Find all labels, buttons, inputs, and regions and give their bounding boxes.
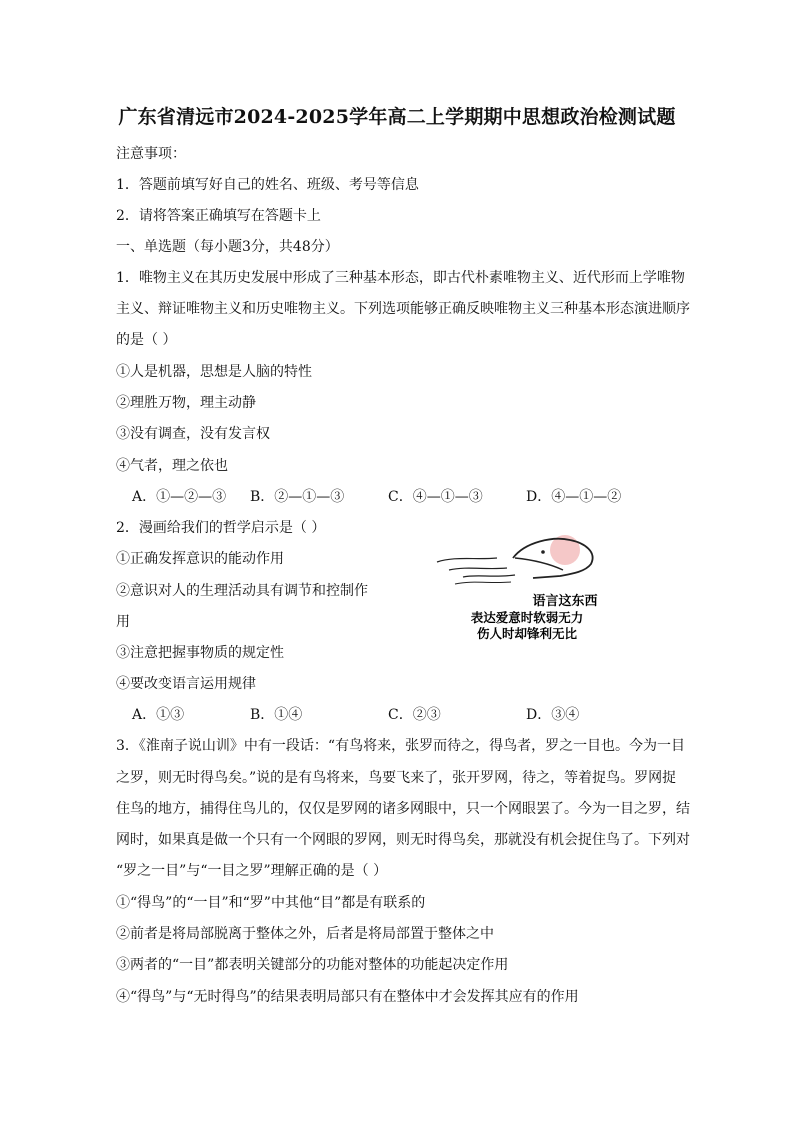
notice-heading: 注意事项： <box>116 146 186 162</box>
cartoon-stroke <box>437 558 497 562</box>
exam-title: 广东省清远市2024-2025学年高二上学期期中思想政治检测试题 <box>118 106 676 128</box>
q1-stem-line: 1．唯物主义在其历史发展中形成了三种基本形态，即古代朴素唯物主义、近代形而上学唯物 <box>116 270 685 286</box>
q2-statement: ④要改变语言运用规律 <box>116 676 256 692</box>
q2-statement: ③注意把握事物质的规定性 <box>116 645 284 661</box>
cartoon-caption-line: 表达爱意时软弱无力 <box>470 610 584 625</box>
q1-statement: ①人是机器，思想是人脑的特性 <box>116 364 312 380</box>
q3-statement: ③两者的“一目”都表明关键部分的功能对整体的功能起决定作用 <box>116 957 509 973</box>
notice-item: 1．答题前填写好自己的姓名、班级、考号等信息 <box>116 177 419 193</box>
section-heading: 一、单选题（每小题3分，共48分） <box>116 239 339 255</box>
q1-option-d[interactable]: D．④—①—② <box>526 489 622 505</box>
q3-stem-line: 网时，如果真是做一个只有一个网眼的罗网，则无时得鸟矣，那就没有机会捉住鸟了。下列对 <box>116 832 690 848</box>
cartoon-stroke <box>455 582 511 584</box>
q1-stem-line: 主义、辩证唯物主义和历史唯物主义。下列选项能够正确反映唯物主义三种基本形态演进顺序 <box>116 301 690 317</box>
q2-option-b[interactable]: B．①④ <box>250 707 303 723</box>
q2-statement: 用 <box>116 614 130 630</box>
q1-statement: ③没有调查，没有发言权 <box>116 426 270 442</box>
q1-stem-line: 的是（ ） <box>116 332 177 348</box>
cartoon-eye <box>541 550 545 554</box>
q3-stem-line: 住鸟的地方，捕得住鸟儿的，仅仅是罗网的诸多网眼中，只一个网眼罢了。今为一目之罗，结 <box>116 801 690 817</box>
q1-option-b[interactable]: B．②—①—③ <box>250 489 345 505</box>
q3-stem-line: 之罗，则无时得鸟矣。”说的是有鸟将来，鸟要飞来了，张开罗网，待之，等着捉鸟。罗网捉 <box>116 770 677 786</box>
cartoon-drawing <box>415 530 655 648</box>
q1-option-a[interactable]: A．①—②—③ <box>132 489 227 505</box>
cartoon-caption-line: 伤人时却锋利无比 <box>476 626 578 641</box>
q1-statement: ②理胜万物，理主动静 <box>116 395 256 411</box>
q2-option-d[interactable]: D．③④ <box>526 707 580 723</box>
cartoon-stroke <box>463 575 515 577</box>
q1-statement: ④气者，理之依也 <box>116 458 228 474</box>
q1-option-c[interactable]: C．④—①—③ <box>388 489 483 505</box>
q3-statement: ①“得鸟”的“一目”和“罗”中其他“目”都是有联系的 <box>116 895 426 911</box>
cartoon-stroke <box>449 568 507 570</box>
cartoon-caption-line: 语言这东西 <box>532 594 598 609</box>
q2-statement: ①正确发挥意识的能动作用 <box>116 551 284 567</box>
q2-option-c[interactable]: C．②③ <box>388 707 441 723</box>
q3-statement: ④“得鸟”与“无时得鸟”的结果表明局部只有在整体中才会发挥其应有的作用 <box>116 989 579 1005</box>
q2-statement: ②意识对人的生理活动具有调节和控制作 <box>116 583 368 599</box>
q2-cartoon <box>415 530 655 648</box>
q3-statement: ②前者是将局部脱离于整体之外，后者是将局部置于整体之中 <box>116 926 494 942</box>
q3-stem-line: 3．《淮南子说山训》中有一段话：“有鸟将来，张罗而待之，得鸟者，罗之一目也。今为一目 <box>116 738 686 754</box>
q2-stem: 2．漫画给我们的哲学启示是（ ） <box>116 520 326 536</box>
notice-item: 2．请将答案正确填写在答题卡上 <box>116 208 321 224</box>
q2-option-a[interactable]: A．①③ <box>132 707 185 723</box>
q3-stem-line: “罗之一目”与“一目之罗”理解正确的是（ ） <box>116 863 388 879</box>
